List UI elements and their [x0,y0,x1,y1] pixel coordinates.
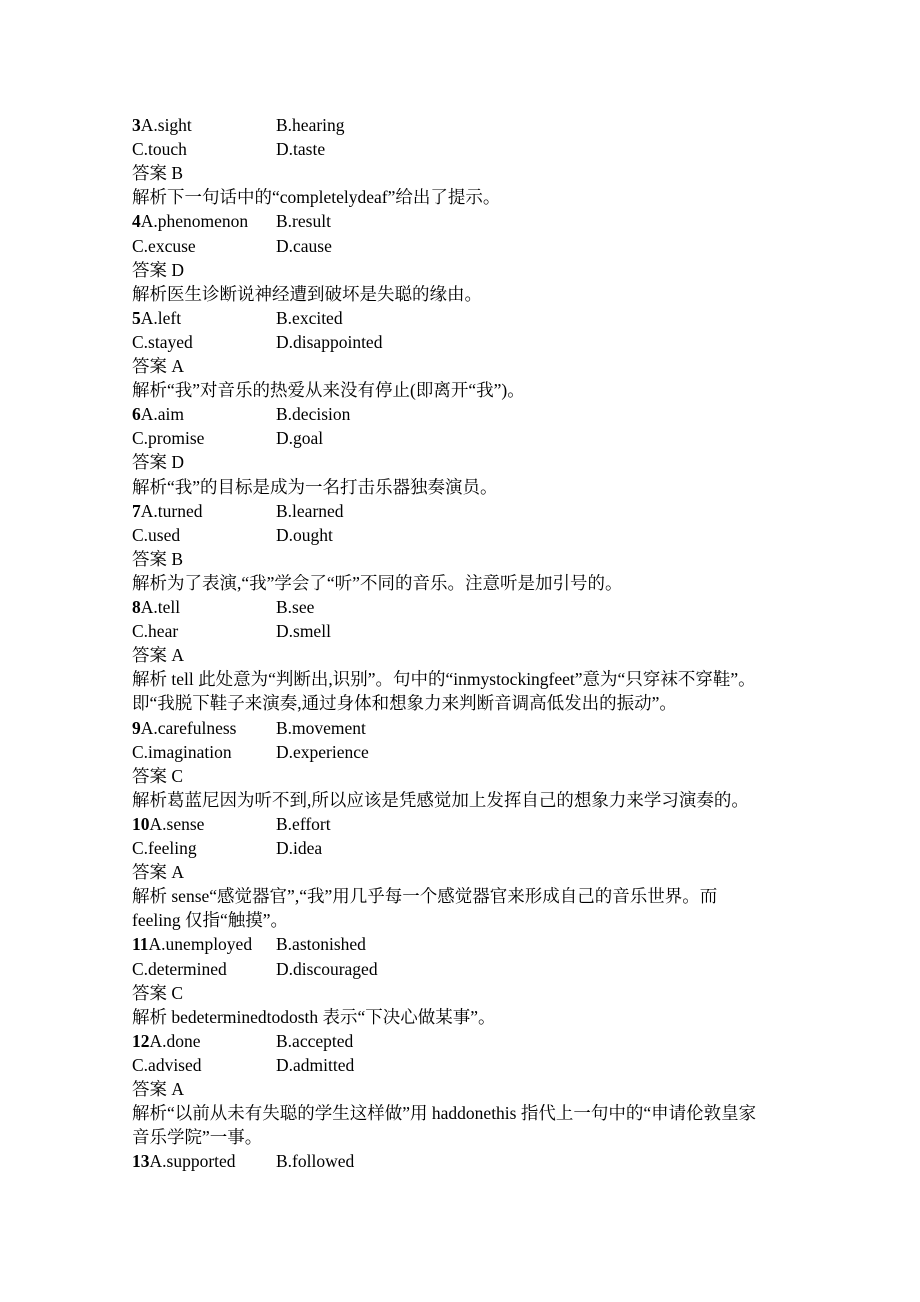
option-b: B.accepted [276,1030,354,1051]
question-number: 12 [132,1030,150,1051]
analysis-label: 解析 [132,669,167,690]
option-b: B.astonished [276,934,366,955]
answer-label: 答案 [132,1079,167,1099]
option-c: C.excuse [132,235,196,256]
analysis-line [132,282,482,306]
answer-label: 答案 [132,645,167,666]
analysis-line [132,571,622,595]
analysis-text: 医生诊断说神经遭到破坏是失聪的缘由。 [167,283,482,304]
question-options-row [132,619,331,643]
option-a: A.sight [140,115,192,135]
question-options-row [132,740,369,764]
option-d: D.idea [276,838,323,858]
analysis-text: tell 此处意为“判断出,识别”。句中的“inmystockingfeet”意为“只穿袜不穿鞋”。 [167,669,756,690]
option-a: A.turned [140,500,203,521]
analysis-label: 解析 [132,283,167,304]
option-c: C.stayed [132,331,193,352]
analysis-text: sense“感觉器官”,“我”用几乎每一个感觉器官来形成自己的音乐世界。而 [167,886,718,907]
analysis-line [132,667,756,691]
answer-line [132,764,183,788]
question-options-row [132,426,324,450]
option-c: C.determined [132,958,227,979]
question-options-row [132,402,351,426]
analysis-text: 即“我脱下鞋子来演奏,通过身体和想象力来判断音调高低发出的振动”。 [132,693,677,714]
question-number: 3 [132,115,141,135]
question-options-row [132,209,331,233]
analysis-line [132,378,525,402]
option-c: C.used [132,524,181,545]
analysis-label: 解析 [132,1103,167,1124]
option-b: B.result [276,211,331,232]
analysis-line [132,185,500,209]
analysis-label: 解析 [132,187,167,208]
answer-line [132,161,183,185]
option-a: A.supported [149,1151,236,1172]
option-d: D.admitted [276,1054,355,1075]
option-b: B.excited [276,307,343,328]
option-c: C.advised [132,1054,202,1075]
answer-label: 答案 [132,982,167,1003]
answer-line [132,981,183,1005]
option-a: A.carefulness [140,717,237,738]
answer-value: C [171,982,184,1003]
option-d: D.goal [276,428,324,449]
option-d: D.disappointed [276,331,383,352]
analysis-line [132,691,677,715]
option-a: A.tell [140,597,181,617]
option-a: A.aim [140,404,185,425]
analysis-label: 解析 [132,886,167,907]
option-b: B.see [276,597,315,617]
answer-line [132,1077,184,1101]
question-options-row [132,836,323,860]
option-d: D.cause [276,235,332,256]
answer-value: A [171,1079,185,1099]
question-options-row [132,932,366,956]
analysis-text: bedeterminedtodosth 表示“下决心做某事”。 [167,1006,496,1027]
answer-label: 答案 [132,259,167,280]
answer-label: 答案 [132,862,167,883]
answer-label: 答案 [132,765,167,786]
analysis-label: 解析 [132,1006,167,1027]
answer-line [132,258,184,282]
answer-value: C [171,765,184,786]
analysis-line [132,1101,756,1125]
analysis-label: 解析 [132,572,167,593]
answer-line [132,860,184,884]
analysis-line [132,788,749,812]
option-d: D.discouraged [276,958,378,979]
answer-line [132,354,184,378]
question-options-row [132,595,315,619]
question-options-row [132,1053,355,1077]
option-c: C.imagination [132,741,232,762]
answer-value: B [171,548,184,569]
option-d: D.ought [276,524,333,545]
question-number: 10 [132,813,150,834]
question-options-row [132,234,332,258]
question-number: 7 [132,500,141,521]
question-options-row [132,330,383,354]
question-options-row [132,957,378,981]
question-options-row [132,1029,354,1053]
option-a: A.phenomenon [140,211,249,232]
option-d: D.experience [276,741,369,762]
question-options-row [132,1149,355,1173]
question-number: 5 [132,307,141,328]
answer-label: 答案 [132,163,167,184]
question-options-row [132,523,333,547]
question-options-row [132,306,343,330]
answer-value: A [171,862,185,883]
option-c: C.feeling [132,838,197,858]
analysis-text: “我”对音乐的热爱从来没有停止(即离开“我”)。 [167,380,525,401]
answer-value: A [171,356,185,376]
question-number: 13 [132,1151,150,1172]
answer-value: D [171,259,185,280]
option-a: A.left [140,307,182,328]
option-b: B.movement [276,717,366,738]
option-b: B.hearing [276,115,345,135]
question-number: 11 [132,934,149,955]
answer-line [132,643,184,667]
analysis-label: 解析 [132,789,167,810]
question-options-row [132,113,345,137]
answer-value: B [171,163,184,184]
option-b: B.followed [276,1151,355,1172]
question-options-row [132,812,331,836]
answer-value: A [171,645,185,666]
analysis-line [132,1005,496,1029]
option-d: D.smell [276,621,331,642]
option-c: C.touch [132,139,187,160]
option-b: B.learned [276,500,344,521]
analysis-line [132,1125,262,1149]
analysis-line [132,908,288,932]
option-b: B.effort [276,813,331,834]
answer-line [132,547,183,571]
option-d: D.taste [276,139,326,160]
option-c: C.hear [132,621,179,642]
option-a: A.unemployed [148,934,253,955]
option-a: A.sense [149,813,205,834]
option-b: B.decision [276,404,351,425]
answer-line [132,450,184,474]
option-c: C.promise [132,428,205,449]
question-options-row [132,499,344,523]
analysis-text: 为了表演,“我”学会了“听”不同的音乐。注意听是加引号的。 [167,572,623,593]
question-number: 6 [132,404,141,425]
answer-label: 答案 [132,452,167,473]
answer-label: 答案 [132,548,167,569]
analysis-text: “以前从未有失聪的学生这样做”用 haddonethis 指代上一句中的“申请伦敦皇家 [167,1103,757,1124]
option-a: A.done [149,1030,201,1051]
question-options-row [132,137,326,161]
analysis-text: 葛蓝尼因为听不到,所以应该是凭感觉加上发挥自己的想象力来学习演奏的。 [167,789,749,810]
analysis-label: 解析 [132,476,167,497]
analysis-line [132,475,498,499]
analysis-label: 解析 [132,380,167,401]
question-number: 4 [132,211,141,232]
answer-value: D [171,452,185,473]
analysis-text: 音乐学院”一事。 [132,1127,263,1148]
question-number: 9 [132,717,141,738]
question-number: 8 [132,597,141,617]
analysis-text: 下一句话中的“completelydeaf”给出了提示。 [167,187,501,208]
question-options-row [132,716,366,740]
answer-label: 答案 [132,356,167,376]
analysis-line [132,884,717,908]
analysis-text: feeling 仅指“触摸”。 [132,910,288,931]
analysis-text: “我”的目标是成为一名打击乐器独奏演员。 [167,476,498,497]
